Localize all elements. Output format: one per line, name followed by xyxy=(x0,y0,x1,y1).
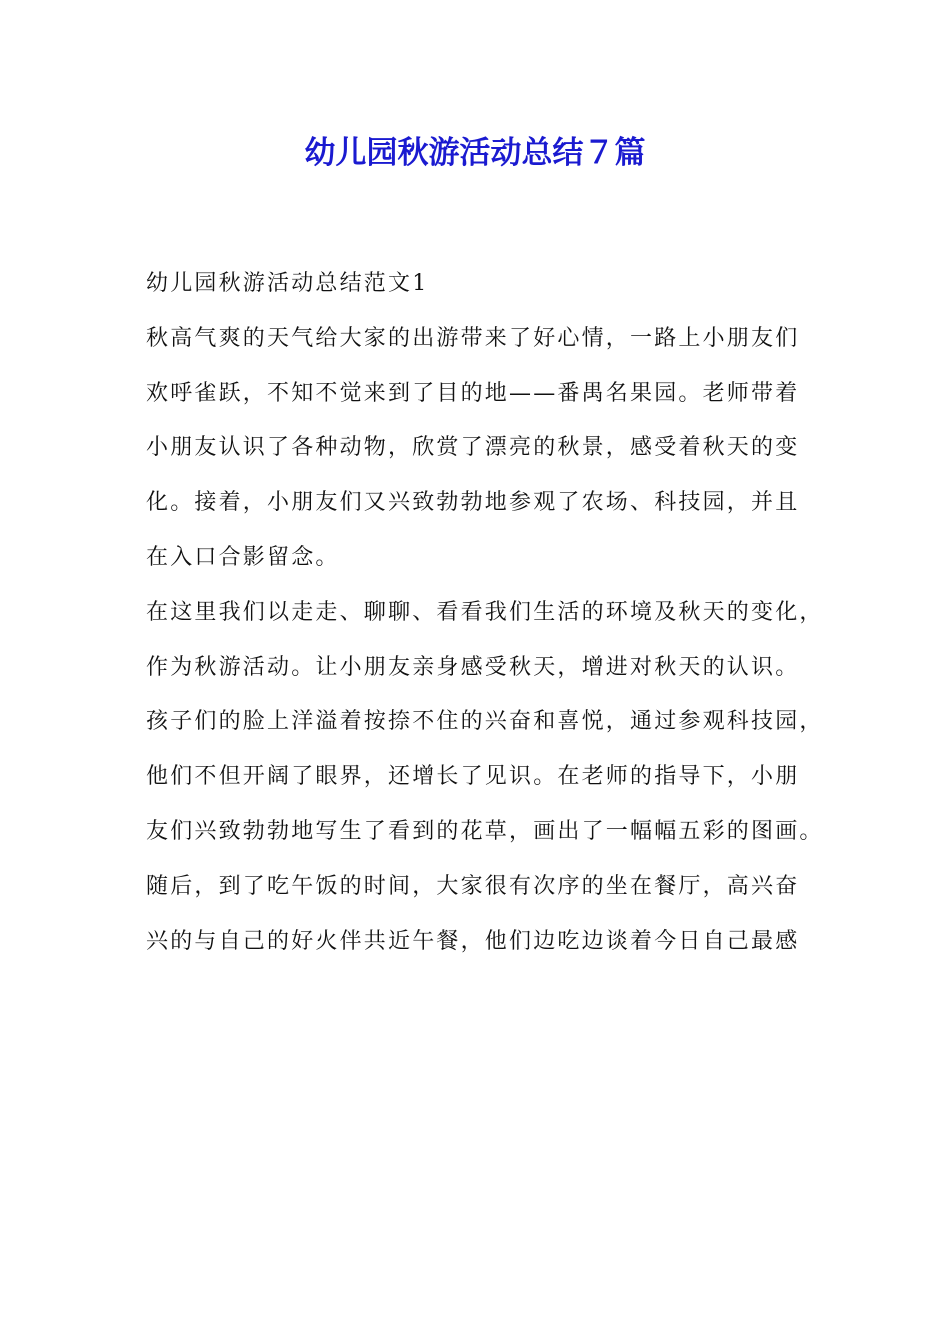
document-title: 幼儿园秋游活动总结７篇 xyxy=(304,135,646,171)
paragraph-line: 孩子们的脸上洋溢着按捺不住的兴奋和喜悦，通过参观科技园， xyxy=(146,709,824,735)
paragraph-line: 秋高气爽的天气给大家的出游带来了好心情，一路上小朋友们 xyxy=(146,325,800,351)
heading-line: 幼儿园秋游活动总结范文1 xyxy=(146,271,429,296)
paragraph-line: 欢呼雀跃，不知不觉来到了目的地——番禺名果园。老师带着 xyxy=(146,380,800,406)
paragraph-line: 小朋友认识了各种动物，欣赏了漂亮的秋景，感受着秋天的变 xyxy=(146,435,800,461)
paragraph-line: 他们不但开阔了眼界，还增长了见识。在老师的指导下，小朋 xyxy=(146,764,800,790)
paragraph-line: 化。接着，小朋友们又兴致勃勃地参观了农场、科技园，并且 xyxy=(146,490,800,516)
paragraph-line: 随后，到了吃午饭的时间，大家很有次序的坐在餐厅，高兴奋 xyxy=(146,873,800,899)
document-body xyxy=(146,262,836,974)
paragraph-line: 作为秋游活动。让小朋友亲身感受秋天，增进对秋天的认识。 xyxy=(146,654,800,680)
paragraph-line: 在这里我们以走走、聊聊、看看我们生活的环境及秋天的变化， xyxy=(146,599,824,625)
paragraph-line: 兴的与自己的好火伴共近午餐，他们边吃边谈着今日自己最感 xyxy=(146,928,800,954)
paragraph-line: 友们兴致勃勃地写生了看到的花草，画出了一幅幅五彩的图画。 xyxy=(146,818,824,844)
paragraph-line: 在入口合影留念。 xyxy=(146,544,340,570)
